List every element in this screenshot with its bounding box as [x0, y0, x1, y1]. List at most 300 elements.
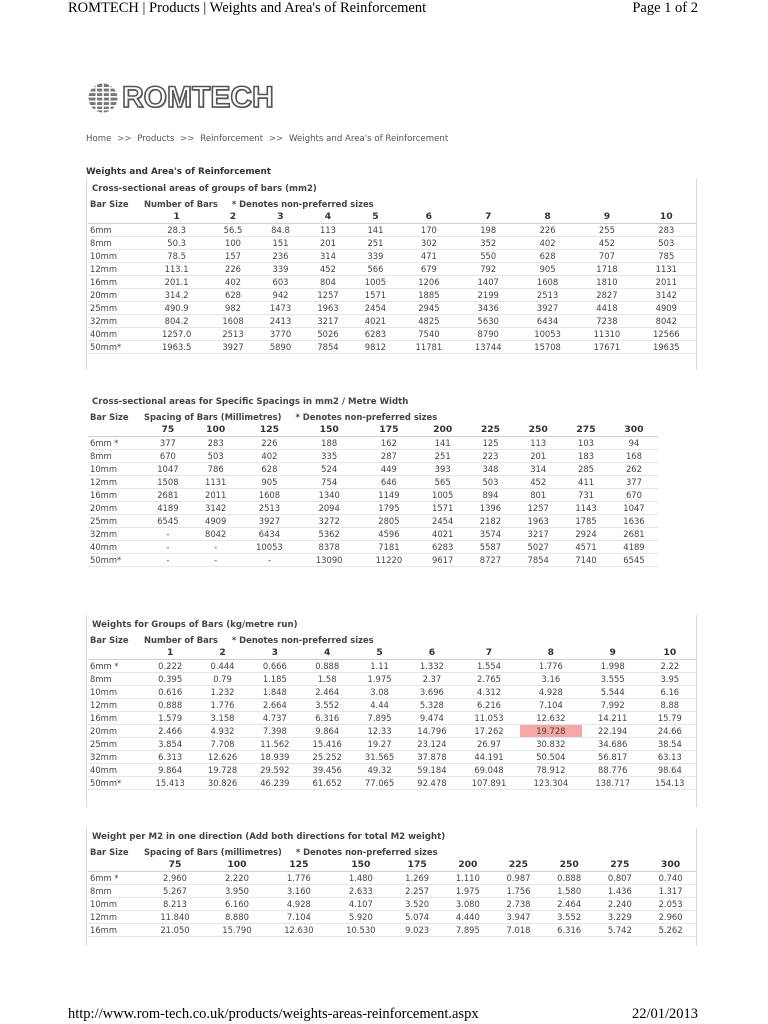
column-header: 125: [268, 858, 330, 871]
value-cell: 905: [240, 475, 300, 488]
value-cell: -: [192, 554, 240, 567]
value-cell: 565: [419, 475, 467, 488]
value-cell: 1.317: [645, 884, 696, 897]
value-cell: 3.160: [268, 884, 330, 897]
value-cell: 5.074: [392, 910, 443, 923]
column-header: 75: [144, 858, 206, 871]
value-cell: 11781: [399, 341, 458, 354]
value-cell: 5890: [257, 341, 304, 354]
value-cell: 1636: [610, 515, 658, 528]
globe-logo-icon: [86, 82, 120, 114]
bar-size-label: Bar Size: [90, 412, 129, 422]
value-cell: 411: [562, 475, 610, 488]
value-cell: 3436: [459, 302, 518, 315]
table-row: [88, 223, 696, 236]
value-cell: 3.158: [196, 711, 248, 724]
value-cell: 285: [562, 462, 610, 475]
value-cell: 339: [257, 262, 304, 275]
table-row: [88, 462, 658, 475]
value-cell: 628: [518, 249, 577, 262]
value-cell: 17671: [577, 341, 636, 354]
value-cell: 50.3: [144, 236, 209, 249]
column-header: 300: [610, 423, 658, 436]
value-cell: 2199: [459, 288, 518, 301]
bar-size-cell: 20mm: [88, 288, 144, 301]
bar-size-cell: 16mm: [88, 275, 144, 288]
column-header: 6: [399, 210, 458, 223]
value-cell: 11.053: [458, 711, 520, 724]
value-cell: 113.1: [144, 262, 209, 275]
value-cell: 5630: [459, 315, 518, 328]
table-row: [88, 249, 696, 262]
value-cell: 19635: [637, 341, 696, 354]
value-cell: 84.8: [257, 223, 304, 236]
table-row: [88, 515, 658, 528]
value-cell: 7.992: [582, 698, 644, 711]
value-cell: 28.3: [144, 223, 209, 236]
breadcrumb: [86, 134, 451, 144]
table-header-row: [88, 634, 696, 646]
value-cell: 670: [610, 488, 658, 501]
value-cell: 2182: [467, 515, 515, 528]
value-cell: 157: [209, 249, 256, 262]
value-cell: 5.262: [645, 923, 696, 936]
divider: [86, 615, 87, 807]
value-cell: 14.796: [406, 724, 458, 737]
value-cell: 3.229: [595, 910, 646, 923]
breadcrumb-separator: >>: [268, 134, 284, 144]
value-cell: 98.64: [644, 764, 696, 777]
logo-wordmark: ROMTECH: [122, 81, 274, 114]
value-cell: 226: [209, 262, 256, 275]
value-cell: 603: [257, 275, 304, 288]
value-cell: 1047: [610, 501, 658, 514]
value-cell: 1571: [352, 288, 399, 301]
value-cell: 1608: [209, 315, 256, 328]
value-cell: 15.413: [144, 777, 196, 790]
breadcrumb-reinforcement[interactable]: Reinforcement: [200, 134, 264, 144]
table-row: [88, 659, 696, 672]
divider: [696, 178, 697, 370]
column-header: 8: [520, 646, 582, 659]
table-row: [88, 897, 696, 910]
value-cell: 1.480: [330, 871, 392, 884]
value-cell: 1508: [144, 475, 192, 488]
breadcrumb-products[interactable]: Products: [137, 134, 175, 144]
non-preferred-note: * Denotes non-preferred sizes: [295, 847, 438, 857]
data-table: [88, 634, 696, 790]
header-blank-cell: [88, 210, 144, 223]
value-cell: 731: [562, 488, 610, 501]
value-cell: 56.5: [209, 223, 256, 236]
value-cell: 1149: [359, 488, 419, 501]
table-column-header-row: [88, 423, 658, 436]
data-table: [88, 198, 696, 354]
value-cell: 10053: [518, 328, 577, 341]
value-cell: 3927: [209, 341, 256, 354]
value-cell: 188: [299, 436, 359, 449]
table-title: Weight per M2 in one direction (Add both directions for total M2 weight): [92, 832, 446, 842]
table-row: [88, 488, 658, 501]
value-cell: 1.232: [196, 685, 248, 698]
column-group-label: [144, 846, 696, 858]
value-cell: 982: [209, 302, 256, 315]
value-cell: 11220: [359, 554, 419, 567]
value-cell: 1963.5: [144, 341, 209, 354]
value-cell: 12.33: [353, 724, 405, 737]
value-cell: 4.932: [196, 724, 248, 737]
value-cell: 251: [419, 449, 467, 462]
value-cell: 670: [144, 449, 192, 462]
value-cell: 1473: [257, 302, 304, 315]
column-group-name: Number of Bars: [144, 635, 218, 645]
value-cell: 452: [304, 262, 351, 275]
value-cell: 5.267: [144, 884, 206, 897]
value-cell: 1257.0: [144, 328, 209, 341]
value-cell: 7.895: [442, 923, 493, 936]
bar-size-cell: 6mm: [88, 223, 144, 236]
table-row: [88, 751, 696, 764]
value-cell: 1571: [419, 501, 467, 514]
column-group-name: Spacing of Bars (millimetres): [144, 847, 282, 857]
value-cell: 4.928: [520, 685, 582, 698]
column-header: 3: [249, 646, 301, 659]
value-cell: 7.708: [196, 738, 248, 751]
bar-size-label: Bar Size: [90, 847, 129, 857]
bar-size-cell: 16mm: [88, 711, 144, 724]
value-cell: 61.652: [301, 777, 353, 790]
column-header: 100: [206, 858, 268, 871]
data-table: [88, 411, 658, 567]
value-cell: 4418: [577, 302, 636, 315]
value-cell: 1.436: [595, 884, 646, 897]
value-cell: 2924: [562, 528, 610, 541]
breadcrumb-home[interactable]: Home: [86, 134, 112, 144]
value-cell: 1.269: [392, 871, 443, 884]
value-cell: 44.191: [458, 751, 520, 764]
value-cell: 4021: [419, 528, 467, 541]
value-cell: 2.765: [458, 672, 520, 685]
value-cell: 7.104: [520, 698, 582, 711]
value-cell: 1785: [562, 515, 610, 528]
table-header-row: [88, 846, 696, 858]
value-cell: 7238: [577, 315, 636, 328]
value-cell: 283: [192, 436, 240, 449]
table-row: [88, 302, 696, 315]
table-row: [88, 236, 696, 249]
value-cell: 3.552: [301, 698, 353, 711]
value-cell: 1810: [577, 275, 636, 288]
value-cell: 8.880: [206, 910, 268, 923]
bar-size-cell: 12mm: [88, 475, 144, 488]
value-cell: 2681: [144, 488, 192, 501]
bar-size-cell: 20mm: [88, 724, 144, 737]
table-title: Weights for Groups of Bars (kg/metre run): [92, 620, 298, 630]
value-cell: 9.864: [144, 764, 196, 777]
value-cell: 3217: [304, 315, 351, 328]
value-cell: 3.950: [206, 884, 268, 897]
value-cell: 2.22: [644, 659, 696, 672]
table-row: [88, 672, 696, 685]
bar-size-cell: 6mm *: [88, 659, 144, 672]
value-cell: 503: [467, 475, 515, 488]
value-cell: 19.728: [196, 764, 248, 777]
value-cell: 201.1: [144, 275, 209, 288]
value-cell: 402: [518, 236, 577, 249]
value-cell: 1407: [459, 275, 518, 288]
value-cell: 2.464: [301, 685, 353, 698]
value-cell: 452: [514, 475, 562, 488]
value-cell: 2.960: [144, 871, 206, 884]
value-cell: 1.975: [442, 884, 493, 897]
value-cell: 3770: [257, 328, 304, 341]
value-cell: 804: [304, 275, 351, 288]
bar-size-label: Bar Size: [90, 199, 129, 209]
value-cell: 107.891: [458, 777, 520, 790]
bar-size-cell: 8mm: [88, 672, 144, 685]
value-cell: -: [192, 541, 240, 554]
column-header: 9: [577, 210, 636, 223]
value-cell: 9812: [352, 341, 399, 354]
table-section-area-spacings: [88, 397, 658, 567]
value-cell: 3574: [467, 528, 515, 541]
bar-size-cell: 16mm: [88, 923, 144, 936]
value-cell: 3.552: [544, 910, 595, 923]
value-cell: 19.27: [353, 738, 405, 751]
table-row: [88, 738, 696, 751]
value-cell: 226: [240, 436, 300, 449]
value-cell: 1608: [240, 488, 300, 501]
value-cell: 8727: [467, 554, 515, 567]
value-cell: 2.664: [249, 698, 301, 711]
value-cell: 100: [209, 236, 256, 249]
value-cell: 550: [459, 249, 518, 262]
value-cell: 1.579: [144, 711, 196, 724]
value-cell: 6434: [518, 315, 577, 328]
table-row: [88, 764, 696, 777]
value-cell: 10053: [240, 541, 300, 554]
bar-size-cell: 32mm: [88, 315, 144, 328]
value-cell: 628: [240, 462, 300, 475]
value-cell: 2.220: [206, 871, 268, 884]
table-row: [88, 341, 696, 354]
value-cell: 6.316: [544, 923, 595, 936]
value-cell: 26.97: [458, 738, 520, 751]
column-header: 200: [442, 858, 493, 871]
column-header: 1: [144, 646, 196, 659]
column-header: 10: [637, 210, 696, 223]
value-cell: 11310: [577, 328, 636, 341]
value-cell: 10.530: [330, 923, 392, 936]
romtech-logo[interactable]: [86, 82, 274, 114]
value-cell: 4.737: [249, 711, 301, 724]
value-cell: 524: [299, 462, 359, 475]
value-cell: 113: [514, 436, 562, 449]
column-header: 2: [209, 210, 256, 223]
value-cell: 170: [399, 223, 458, 236]
table-title: Cross-sectional areas of groups of bars (mm2): [92, 184, 317, 194]
value-cell: 49.32: [353, 764, 405, 777]
column-group-label: [144, 411, 658, 423]
value-cell: 6545: [610, 554, 658, 567]
value-cell: 335: [299, 449, 359, 462]
value-cell: 2.738: [493, 897, 544, 910]
value-cell: 30.826: [196, 777, 248, 790]
value-cell: 302: [399, 236, 458, 249]
table-row: [88, 685, 696, 698]
value-cell: 236: [257, 249, 304, 262]
value-cell: 2945: [399, 302, 458, 315]
table-row: [88, 910, 696, 923]
value-cell: 2.960: [645, 910, 696, 923]
value-cell: 566: [352, 262, 399, 275]
value-cell: 3.854: [144, 738, 196, 751]
value-cell: 1.58: [301, 672, 353, 685]
value-cell: 6283: [419, 541, 467, 554]
value-cell: 785: [637, 249, 696, 262]
column-header: 75: [144, 423, 192, 436]
column-group-label: [144, 198, 696, 210]
bar-size-cell: 8mm: [88, 236, 144, 249]
value-cell: 92.478: [406, 777, 458, 790]
column-header: 175: [392, 858, 443, 871]
value-cell: 4.44: [353, 698, 405, 711]
value-cell: 3.555: [582, 672, 644, 685]
table-title: Cross-sectional areas for Specific Spacings in mm2 / Metre Width: [92, 397, 409, 407]
breadcrumb-current[interactable]: Weights and Area's of Reinforcement: [288, 134, 449, 144]
column-header: 4: [304, 210, 351, 223]
value-cell: 1718: [577, 262, 636, 275]
bar-size-cell: 10mm: [88, 897, 144, 910]
value-cell: 1.848: [249, 685, 301, 698]
value-cell: 5026: [304, 328, 351, 341]
value-cell: 2094: [299, 501, 359, 514]
divider: [86, 178, 87, 370]
value-cell: 786: [192, 462, 240, 475]
value-cell: 7540: [399, 328, 458, 341]
value-cell: 5.920: [330, 910, 392, 923]
value-cell: 2011: [192, 488, 240, 501]
value-cell: 11.840: [144, 910, 206, 923]
value-cell: 449: [359, 462, 419, 475]
value-cell: 503: [192, 449, 240, 462]
value-cell: 6283: [352, 328, 399, 341]
value-cell: 0.222: [144, 659, 196, 672]
value-cell: 46.239: [249, 777, 301, 790]
value-cell: 125: [467, 436, 515, 449]
value-cell: 3927: [240, 515, 300, 528]
value-cell: 1.554: [458, 659, 520, 672]
value-cell: 0.987: [493, 871, 544, 884]
value-cell: 707: [577, 249, 636, 262]
value-cell: 138.717: [582, 777, 644, 790]
value-cell: 490.9: [144, 302, 209, 315]
value-cell: 2.37: [406, 672, 458, 685]
value-cell: 0.444: [196, 659, 248, 672]
value-cell: 7181: [359, 541, 419, 554]
value-cell: 1131: [192, 475, 240, 488]
value-cell: 1885: [399, 288, 458, 301]
breadcrumb-separator: >>: [180, 134, 195, 144]
bar-size-label: Bar Size: [90, 635, 129, 645]
value-cell: 6434: [240, 528, 300, 541]
value-cell: 2011: [637, 275, 696, 288]
value-cell: 63.13: [644, 751, 696, 764]
value-cell: 2827: [577, 288, 636, 301]
value-cell: 3.947: [493, 910, 544, 923]
value-cell: 7.018: [493, 923, 544, 936]
value-cell: 3142: [637, 288, 696, 301]
value-cell: 38.54: [644, 738, 696, 751]
table-section-weight-groups: [88, 620, 696, 790]
value-cell: 2.464: [544, 897, 595, 910]
value-cell: 22.194: [582, 724, 644, 737]
bar-size-cell: 12mm: [88, 262, 144, 275]
column-header: 6: [406, 646, 458, 659]
value-cell: 4.440: [442, 910, 493, 923]
value-cell: 0.666: [249, 659, 301, 672]
value-cell: 1.776: [268, 871, 330, 884]
value-cell: 4571: [562, 541, 610, 554]
value-cell: 402: [240, 449, 300, 462]
column-header: 175: [359, 423, 419, 436]
bar-size-cell: 12mm: [88, 698, 144, 711]
column-header: 225: [467, 423, 515, 436]
non-preferred-note: * Denotes non-preferred sizes: [231, 199, 374, 209]
value-cell: 12.630: [268, 923, 330, 936]
header-blank-cell: [88, 858, 144, 871]
value-cell: 0.740: [645, 871, 696, 884]
value-cell: 0.888: [301, 659, 353, 672]
value-cell: 314.2: [144, 288, 209, 301]
page-url[interactable]: http://www.rom-tech.co.uk/products/weights-areas-reinforcement.aspx: [68, 1006, 479, 1022]
value-cell: 1131: [637, 262, 696, 275]
table-row: [88, 711, 696, 724]
value-cell: 3.080: [442, 897, 493, 910]
bar-size-cell: 25mm: [88, 302, 144, 315]
table-row: [88, 501, 658, 514]
value-cell: 5362: [299, 528, 359, 541]
value-cell: 69.048: [458, 764, 520, 777]
value-cell: 123.304: [520, 777, 582, 790]
value-cell: 251: [352, 236, 399, 249]
value-cell: 15708: [518, 341, 577, 354]
value-cell: 1963: [514, 515, 562, 528]
column-header: 300: [645, 858, 696, 871]
value-cell: 6.216: [458, 698, 520, 711]
table-row: [88, 871, 696, 884]
value-cell: 339: [352, 249, 399, 262]
table-column-header-row: [88, 646, 696, 659]
page-title: Weights and Area's of Reinforcement: [86, 167, 271, 177]
column-header: 7: [458, 646, 520, 659]
column-header: 1: [144, 210, 209, 223]
divider: [86, 828, 87, 946]
bar-size-cell: 10mm: [88, 249, 144, 262]
value-cell: 141: [419, 436, 467, 449]
value-cell: 0.888: [144, 698, 196, 711]
value-cell: 9617: [419, 554, 467, 567]
value-cell: 754: [299, 475, 359, 488]
value-cell: 792: [459, 262, 518, 275]
value-cell: 0.79: [196, 672, 248, 685]
value-cell: 1.332: [406, 659, 458, 672]
non-preferred-note: * Denotes non-preferred sizes: [231, 635, 374, 645]
value-cell: 9.023: [392, 923, 443, 936]
value-cell: 287: [359, 449, 419, 462]
value-cell: 1396: [467, 501, 515, 514]
value-cell: 24.66: [644, 724, 696, 737]
